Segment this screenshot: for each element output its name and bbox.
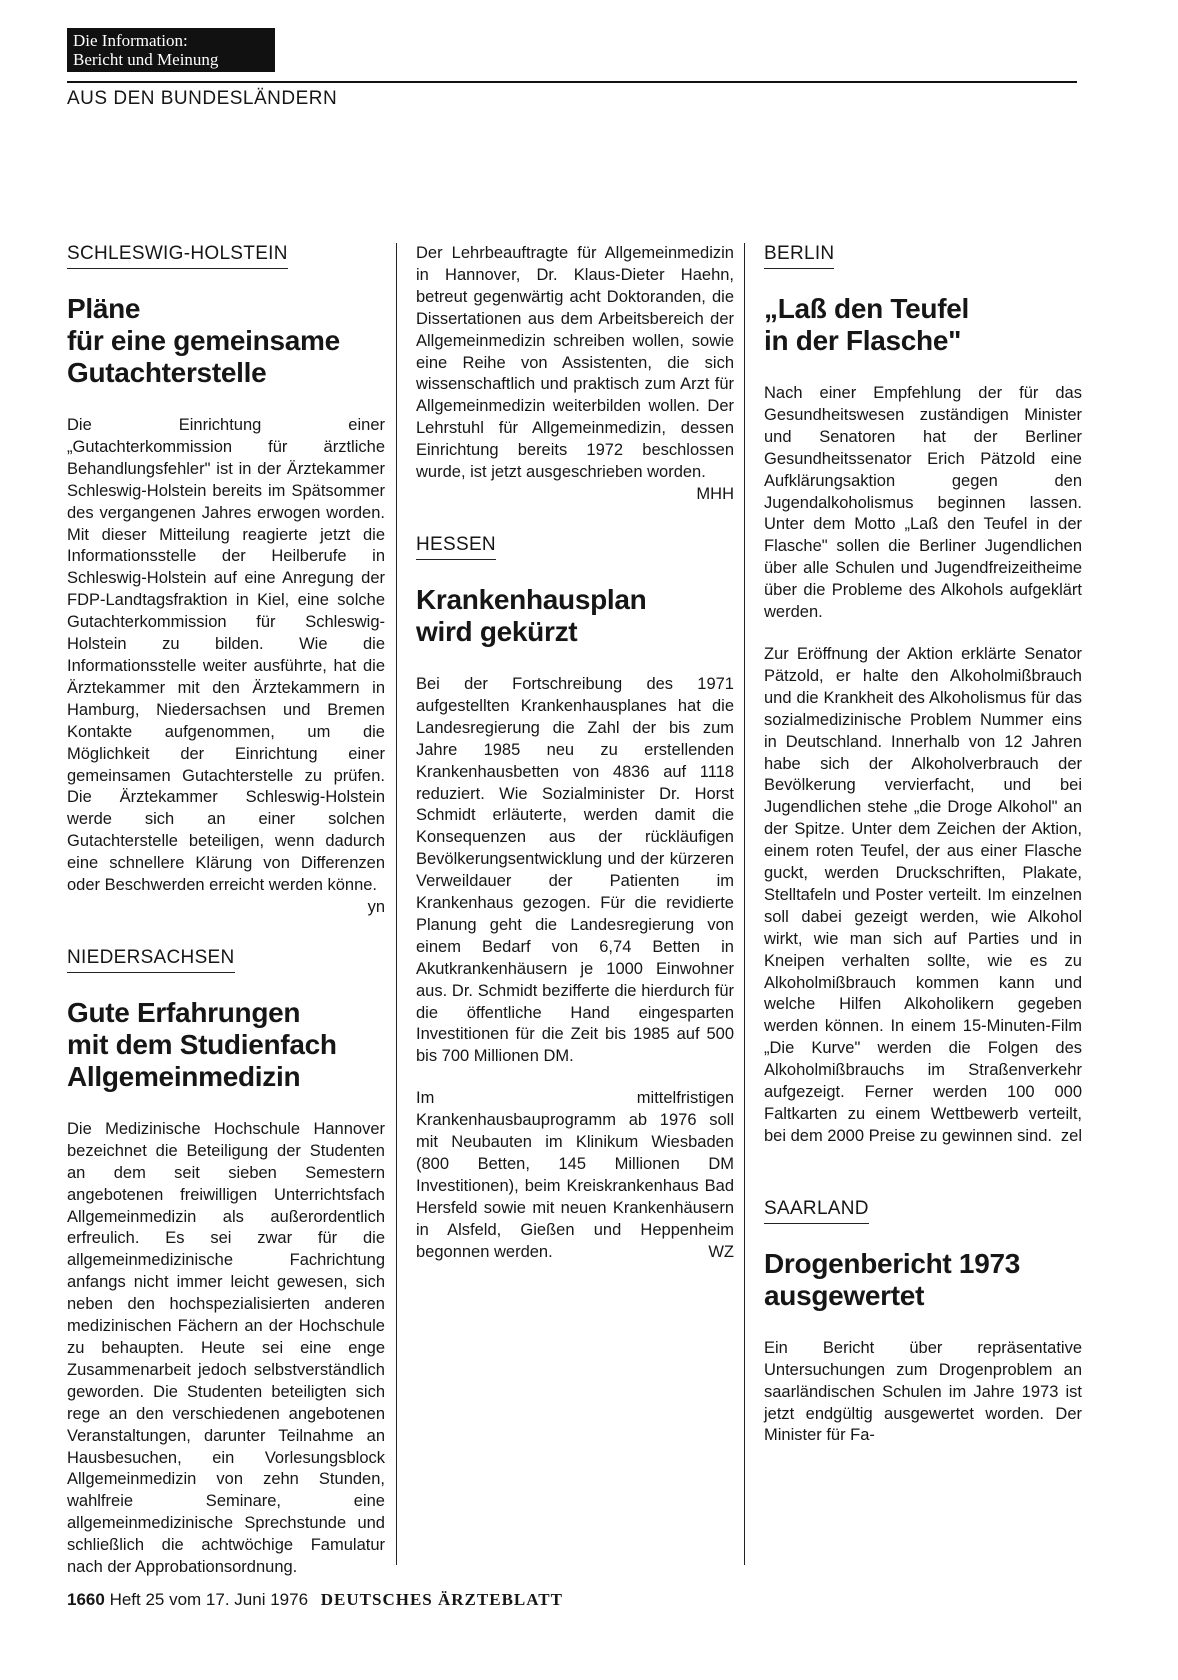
article-body-niedersachsen-continued xyxy=(416,243,734,503)
author-signature: yn xyxy=(367,897,385,916)
author-signature: MHH xyxy=(696,484,734,503)
region-label-berlin: BERLIN xyxy=(764,243,834,269)
headline-schleswig-holstein xyxy=(67,293,385,389)
column-3 xyxy=(764,243,1082,1467)
issue-info: Heft 25 vom 17. Juni 1976 xyxy=(109,1590,309,1609)
region-label-niedersachsen: NIEDERSACHSEN xyxy=(67,947,235,973)
headline-niedersachsen xyxy=(67,997,385,1093)
headline-saarland xyxy=(764,1248,1082,1312)
page-footer xyxy=(67,1590,563,1610)
region-label-schleswig-holstein: SCHLESWIG-HOLSTEIN xyxy=(67,243,288,269)
column-rule-2 xyxy=(744,243,745,1565)
headline-line: mit dem Studienfach xyxy=(67,1028,337,1060)
headline-line: „Laß den Teufel xyxy=(764,293,969,324)
badge-line-2: Bericht und Meinung xyxy=(73,50,219,69)
article-body-niedersachsen: Die Medizinische Hochschule Hannover bezeichnet die Beteiligung der Studenten an dem seit sieben Semestern angebotenen freiwilligen Unterrichtsfach Allgemeinmedizin als außerordentlich erfreulich. Es sei zwar für die allgemeinmedizinische Fachrichtung anfangs nicht immer leicht gewesen, sich neben den hochspezialisierten anderen medizinischen Fächern an der Hochschule zu behaupten. Heute sei eine enge Zusammenarbeit jedoch selbstverständlich geworden. Die Studenten beteiligten sich rege an den verschiedenen angebotenen Veranstaltungen, darunter Teilnahme an Hausbesuchen, ein Vorlesungsblock Allgemeinmedizin von zehn Stunden, wahlfreie Seminare, eine allgemeinmedizinische Sprechstunde und schließlich die achtwöchige Famulatur nach der Approbationsordnung. xyxy=(67,1119,385,1577)
article-body-hessen-2 xyxy=(416,1088,734,1263)
article-body-hessen: Bei der Fortschreibung des 1971 aufgestellten Krankenhausplanes hat die Landesregierung die Zahl der bis zum Jahre 1985 neu zu erstellenden Krankenhausbetten von 4836 auf 1118 reduziert. Wie Sozialminister Dr. Horst Schmidt erläuterte, werden damit die Konsequenzen aus der rückläufigen Bevölkerungsentwicklung und der kürzeren Verweildauer der Patienten im Krankenhaus gezogen. Für die revidierte Planung geht die Landesregierung von einem Bedarf von 6,74 Betten in Akutkrankenhäusern je 1000 Einwohner aus. Dr. Schmidt bezifferte die hierdurch für die öffentliche Hand eingesparten Investitionen für die Zeit bis 1985 auf 500 bis 700 Millionen DM. xyxy=(416,674,734,1066)
paragraph: Der Lehrbeauftragte für Allgemeinmedizin in Hannover, Dr. Klaus-Dieter Haehn, betreut gegenwärtig acht Doktoranden, die Dissertationen aus dem Arbeitsbereich der Allgemeinmedizin schreiben wollen, sowie eine Reihe von Assistenten, die sich wissenschaftlich und praktisch zum Arzt für Allgemeinmedizin weiterbilden wollen. Der Lehrstuhl für Allgemeinmedizin, dessen Einrichtung bereits 1972 beschlossen wurde, ist jetzt ausgeschrieben worden. xyxy=(416,244,734,482)
headline-line: Drogenbericht 1973 xyxy=(764,1247,1021,1279)
article-body-berlin-2 xyxy=(764,644,1082,1148)
article-body-schleswig-holstein xyxy=(67,415,385,916)
region-label-saarland: SAARLAND xyxy=(764,1198,869,1224)
region-label-hessen: HESSEN xyxy=(416,534,496,560)
section-heading: AUS DEN BUNDESLÄNDERN xyxy=(67,88,338,109)
headline-line: Allgemeinmedizin xyxy=(67,1060,301,1092)
masthead-rule xyxy=(67,81,1077,83)
magazine-name: DEUTSCHES ÄRZTEBLATT xyxy=(320,1590,563,1609)
headline-hessen xyxy=(416,584,734,648)
masthead-badge xyxy=(67,28,275,72)
headline-line: in der Flasche" xyxy=(764,325,962,356)
page-number: 1660 xyxy=(67,1590,105,1609)
author-signature: zel xyxy=(1060,1126,1082,1145)
badge-line-1: Die Information: xyxy=(73,31,188,50)
headline-line: ausgewertet xyxy=(764,1279,925,1311)
headline-berlin xyxy=(764,293,1082,357)
author-signature: WZ xyxy=(708,1242,734,1261)
column-rule-1 xyxy=(396,243,397,1565)
paragraph: Die Einrichtung einer „Gutachterkommission für ärztliche Behandlungsfehler" ist in der Ärztekammer Schleswig-Holstein bereits im Spätsommer des vergangenen Jahres erwogen worden. Mit dieser Mitteilung reagierte jetzt die Informationsstelle der Heilberufe in Schleswig-Holstein auf eine Anregung der FDP-Landtagsfraktion in Kiel, eine solche Gutachterkommission für Schleswig-Holstein zu bilden. Wie die Informationsstelle weiter ausführte, hat die Ärztekammer mit den Ärztekammern in Hamburg, Niedersachsen und Bremen Kontakte aufgenommen, um die Möglichkeit der Einrichtung einer gemeinsamen Gutachterstelle zu prüfen. Die Ärztekammer Schleswig-Holstein werde sich an einer solchen Gutachterstelle beteiligen, wenn dadurch eine schnellere Klärung von Differenzen oder Beschwerden erreicht werden könne. xyxy=(67,416,385,895)
column-1 xyxy=(67,243,385,1599)
article-body-saarland: Ein Bericht über repräsentative Untersuchungen zum Drogenproblem an saarländischen Schulen im Jahre 1973 ist jetzt endgültig ausgewertet worden. Der Minister für Fa- xyxy=(764,1338,1082,1445)
headline-line: wird gekürzt xyxy=(416,615,578,647)
article-body-berlin: Nach einer Empfehlung der für das Gesundheitswesen zuständigen Minister und Senatoren hat der Berliner Gesundheitssenator Erich Pätzold eine Aufklärungsaktion gegen den Jugendalkoholismus beginnen lassen. Unter dem Motto „Laß den Teufel in der Flasche" sollen die Berliner Jugendlichen über alle Schulen und Jugendfreizeitheime über die Probleme des Alkohols aufgeklärt werden. xyxy=(764,384,1082,622)
headline-line: für eine gemeinsame xyxy=(67,325,340,356)
column-2 xyxy=(416,243,734,1284)
paragraph: Im mittelfristigen Krankenhausbauprogramm ab 1976 soll mit Neubauten im Klinikum Wiesbaden (800 Betten, 145 Millionen DM Investitionen), beim Kreiskrankenhaus Bad Hersfeld sowie mit neuen Krankenhäusern in Alsfeld, Gießen und Heppenheim begonnen werden. xyxy=(416,1089,734,1261)
headline-line: Gutachterstelle xyxy=(67,357,267,388)
paragraph: Zur Eröffnung der Aktion erklärte Senator Pätzold, er halte den Alkoholmißbrauch und die Krankheit des Alkoholismus für das sozialmedizinische Problem Nummer eins in Deutschland. Innerhalb von 12 Jahren habe sich der Alkoholverbrauch der Bevölkerung vervierfacht, und bei Jugendlichen stehe „die Droge Alkohol" an der Spitze. Unter dem Zeichen der Aktion, einem roten Teufel, der aus einer Flasche guckt, werden Druckschriften, Plakate, Stelltafeln und Poster verteilt. Im einzelnen soll dabei gezeigt werden, wie Alkohol wirkt, wie man sich auf Parties und in Kneipen verhalten sollte, wie es zu Alkoholmißbrauch kommen kann und welche Hilfen Alkoholikern gegeben werden können. In einem 15-Minuten-Film „Die Kurve" werden die Folgen des Alkoholmißbrauchs im Straßenverkehr aufgezeigt. Ferner werden 100 000 Faltkarten zu einem Wettbewerb verteilt, bei dem 2000 Preise zu gewinnen sind. xyxy=(764,644,1082,1145)
headline-line: Krankenhausplan xyxy=(416,583,647,615)
headline-line: Pläne xyxy=(67,293,141,324)
headline-line: Gute Erfahrungen xyxy=(67,996,301,1028)
